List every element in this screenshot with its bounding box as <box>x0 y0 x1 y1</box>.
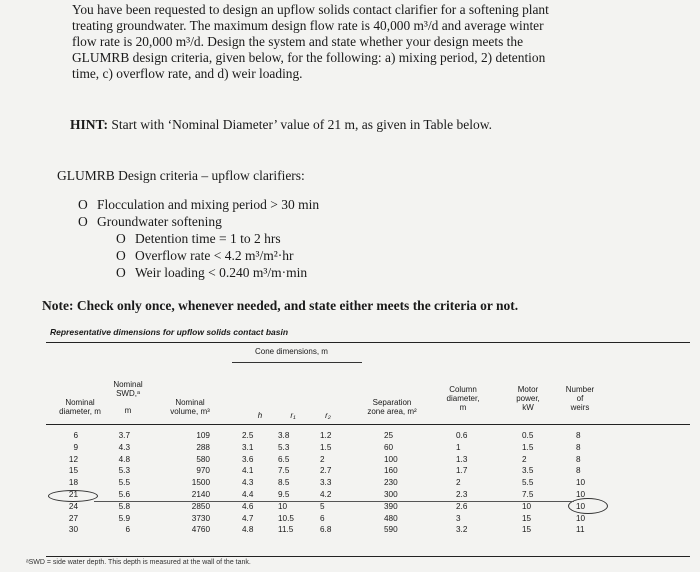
bullet-icon: O <box>78 197 88 212</box>
table-cell: 1 <box>456 442 461 452</box>
table-cell: 8 <box>576 431 581 440</box>
table-cell: 4.3 <box>242 478 254 488</box>
hint-text: Start with ‘Nominal Diameter’ value of 21 m, as given in Table below. <box>108 117 492 132</box>
problem-line: time, c) overflow rate, and d) weir loading. <box>72 66 303 81</box>
table-cell: 0.5 <box>522 431 534 440</box>
col-r1 <box>278 430 304 536</box>
table-cell: 1.2 <box>320 431 332 440</box>
table-cell: 300 <box>384 489 398 499</box>
col-weirs <box>576 430 600 536</box>
criteria-subitem: O Overflow rate < 4.2 m³/m²·hr <box>116 248 294 263</box>
criteria-heading: GLUMRB Design criteria – upflow clarifiers: <box>57 168 305 183</box>
header-nominal-diameter: Nominal diameter, m <box>59 398 101 416</box>
criteria-item: O Flocculation and mixing period > 30 min <box>78 197 320 212</box>
table-cell: 15 <box>68 466 78 476</box>
table-cell: 3.7 <box>118 431 130 440</box>
table-cell: 5.8 <box>118 501 130 511</box>
table-cell: 10 <box>576 489 586 499</box>
header-column-diameter: Column diameter, m <box>446 385 480 412</box>
table-cell: 7.5 <box>522 489 534 499</box>
table-cell: 4.7 <box>242 513 254 523</box>
table-cell: 4.8 <box>118 454 130 464</box>
table-cell: 8 <box>576 454 581 464</box>
col-column <box>456 430 480 536</box>
table-cell: 6 <box>125 525 130 535</box>
table-cell: 5.6 <box>118 489 130 499</box>
table-cell: 2.6 <box>456 501 468 511</box>
table-cell: 4.6 <box>242 501 254 511</box>
problem-line: You have been requested to design an upflow solids contact clarifier for a softening plant <box>72 2 549 17</box>
header-nominal-swd: Nominal SWD,ᵃ m <box>113 380 143 415</box>
table-cell: 10 <box>522 501 532 511</box>
table-cell: 9.5 <box>278 489 290 499</box>
table-cell: 3.3 <box>320 478 332 488</box>
table-cell: 3.1 <box>242 442 254 452</box>
table-cell: 10 <box>576 513 586 523</box>
col-diameter <box>58 430 78 536</box>
table-cell: 11.5 <box>278 525 294 535</box>
table-cell: 160 <box>384 466 398 476</box>
table-cell: 2850 <box>191 501 210 511</box>
table-cell: 24 <box>68 501 78 511</box>
table-cell: 10.5 <box>278 513 294 523</box>
table-cell: 6.8 <box>320 525 332 535</box>
table-cell: 15 <box>522 513 532 523</box>
table-cell: 230 <box>384 478 398 488</box>
table-cell: 1500 <box>191 478 210 488</box>
table-cell: 288 <box>196 442 210 452</box>
table-cell: 100 <box>384 454 398 464</box>
table-cell: 15 <box>522 525 532 535</box>
table-cell: 6.5 <box>278 454 290 464</box>
handwritten-circle-weirs-10 <box>568 498 608 514</box>
table-cell: 5.3 <box>278 442 290 452</box>
col-swd <box>110 430 130 536</box>
table-cell: 390 <box>384 501 398 511</box>
table-cell: 2.3 <box>456 489 468 499</box>
header-nominal-volume: Nominal volume, m³ <box>170 398 210 416</box>
table-cell: 2 <box>522 454 527 464</box>
table-cell: 6 <box>73 431 78 440</box>
table-cell: 3 <box>456 513 461 523</box>
header-separation: Separation zone area, m² <box>367 398 417 416</box>
table-cell: 8.5 <box>278 478 290 488</box>
problem-line: GLUMRB design criteria, given below, for the following: a) mixing period, 2) detention <box>72 50 546 65</box>
table-cell: 5.3 <box>118 466 130 476</box>
col-volume <box>180 430 210 536</box>
table-cell: 11 <box>576 525 585 535</box>
criteria-subitem: O Detention time = 1 to 2 hrs <box>116 231 281 246</box>
problem-line: treating groundwater. The maximum design flow rate is 40,000 m³/d and average winter <box>72 18 544 33</box>
handwritten-underline <box>94 501 574 502</box>
table-cell: 3730 <box>191 513 210 523</box>
table-cell: 18 <box>68 478 78 488</box>
table-cell: 109 <box>196 431 210 440</box>
table-caption: Representative dimensions for upflow solids contact basin <box>50 327 289 337</box>
table-cell: 8 <box>576 466 581 476</box>
bullet-icon: O <box>116 265 126 280</box>
criteria-subitem: O Weir loading < 0.240 m³/m·min <box>116 265 308 280</box>
table-cell: 30 <box>68 525 78 535</box>
table-cell: 4.8 <box>242 525 254 535</box>
table-cell: 3.2 <box>456 525 468 535</box>
table-cell: 3.5 <box>522 466 534 476</box>
table-footnote: ᵃSWD = side water depth. This depth is measured at the wall of the tank. <box>26 559 251 566</box>
table-cell: 6 <box>320 513 325 523</box>
table-cell: 60 <box>384 442 394 452</box>
table-top-rule <box>46 342 690 343</box>
header-weirs: Number of weirs <box>565 385 595 412</box>
col-motor <box>522 430 546 536</box>
cone-header-rule <box>232 362 362 363</box>
table-cell: 4760 <box>191 525 210 535</box>
handwritten-circle-row-21 <box>48 490 98 502</box>
table-cell: 5 <box>320 501 325 511</box>
table-cell: 3.8 <box>278 431 290 440</box>
problem-statement <box>72 2 632 82</box>
header-h: h <box>257 411 263 420</box>
table-cell: 480 <box>384 513 398 523</box>
table-cell: 5.9 <box>118 513 130 523</box>
criteria-list <box>78 196 319 281</box>
table-cell: 590 <box>384 525 398 535</box>
header-motor-power: Motor power, kW <box>516 385 540 412</box>
table-cell: 1.5 <box>522 442 534 452</box>
problem-line: flow rate is 20,000 m³/d. Design the system and state whether your design meets the <box>72 34 524 49</box>
hint-label: HINT: <box>70 117 109 132</box>
table-cell: 4.3 <box>118 442 130 452</box>
table-cell: 10 <box>278 501 288 511</box>
table-cell: 2 <box>456 478 461 488</box>
table-cell: 580 <box>196 454 210 464</box>
table-cell: 2.7 <box>320 466 332 476</box>
header-r2: r₂ <box>325 411 331 420</box>
criteria-item: O Groundwater softening <box>78 214 222 229</box>
col-separation <box>384 430 414 536</box>
table-cell: 12 <box>68 454 78 464</box>
hint <box>70 117 492 133</box>
table-cell: 25 <box>384 431 394 440</box>
table-cell: 1.7 <box>456 466 468 476</box>
col-h <box>242 430 262 536</box>
cone-header: Cone dimensions, m <box>255 347 328 356</box>
table-cell: 7.5 <box>278 466 290 476</box>
table-bottom-rule <box>46 556 690 557</box>
col-r2 <box>320 430 340 536</box>
table-cell: 9 <box>73 442 78 452</box>
table-cell: 2140 <box>191 489 210 499</box>
table-cell: 4.4 <box>242 489 254 499</box>
table-header-rule <box>46 424 690 425</box>
table-cell: 4.2 <box>320 489 332 499</box>
header-r1: r₁ <box>290 411 296 420</box>
table-cell: 1.3 <box>456 454 468 464</box>
table-cell: 3.6 <box>242 454 254 464</box>
table-cell: 2 <box>320 454 325 464</box>
bullet-icon: O <box>116 248 126 263</box>
table-cell: 5.5 <box>118 478 130 488</box>
table-cell: 8 <box>576 442 581 452</box>
table-cell: 970 <box>196 466 210 476</box>
table-cell: 21 <box>68 489 78 499</box>
table-cell: 10 <box>576 478 586 488</box>
table-cell: 0.6 <box>456 431 468 440</box>
table-cell: 1.5 <box>320 442 332 452</box>
table-cell: 27 <box>68 513 78 523</box>
table-cell: 2.5 <box>242 431 254 440</box>
table-cell: 5.5 <box>522 478 534 488</box>
table-cell: 4.1 <box>242 466 254 476</box>
bullet-icon: O <box>78 214 88 229</box>
note: Note: Check only once, whenever needed, and state either meets the criteria or not. <box>42 298 519 313</box>
bullet-icon: O <box>116 231 126 246</box>
table-cell: 10 <box>576 501 586 511</box>
